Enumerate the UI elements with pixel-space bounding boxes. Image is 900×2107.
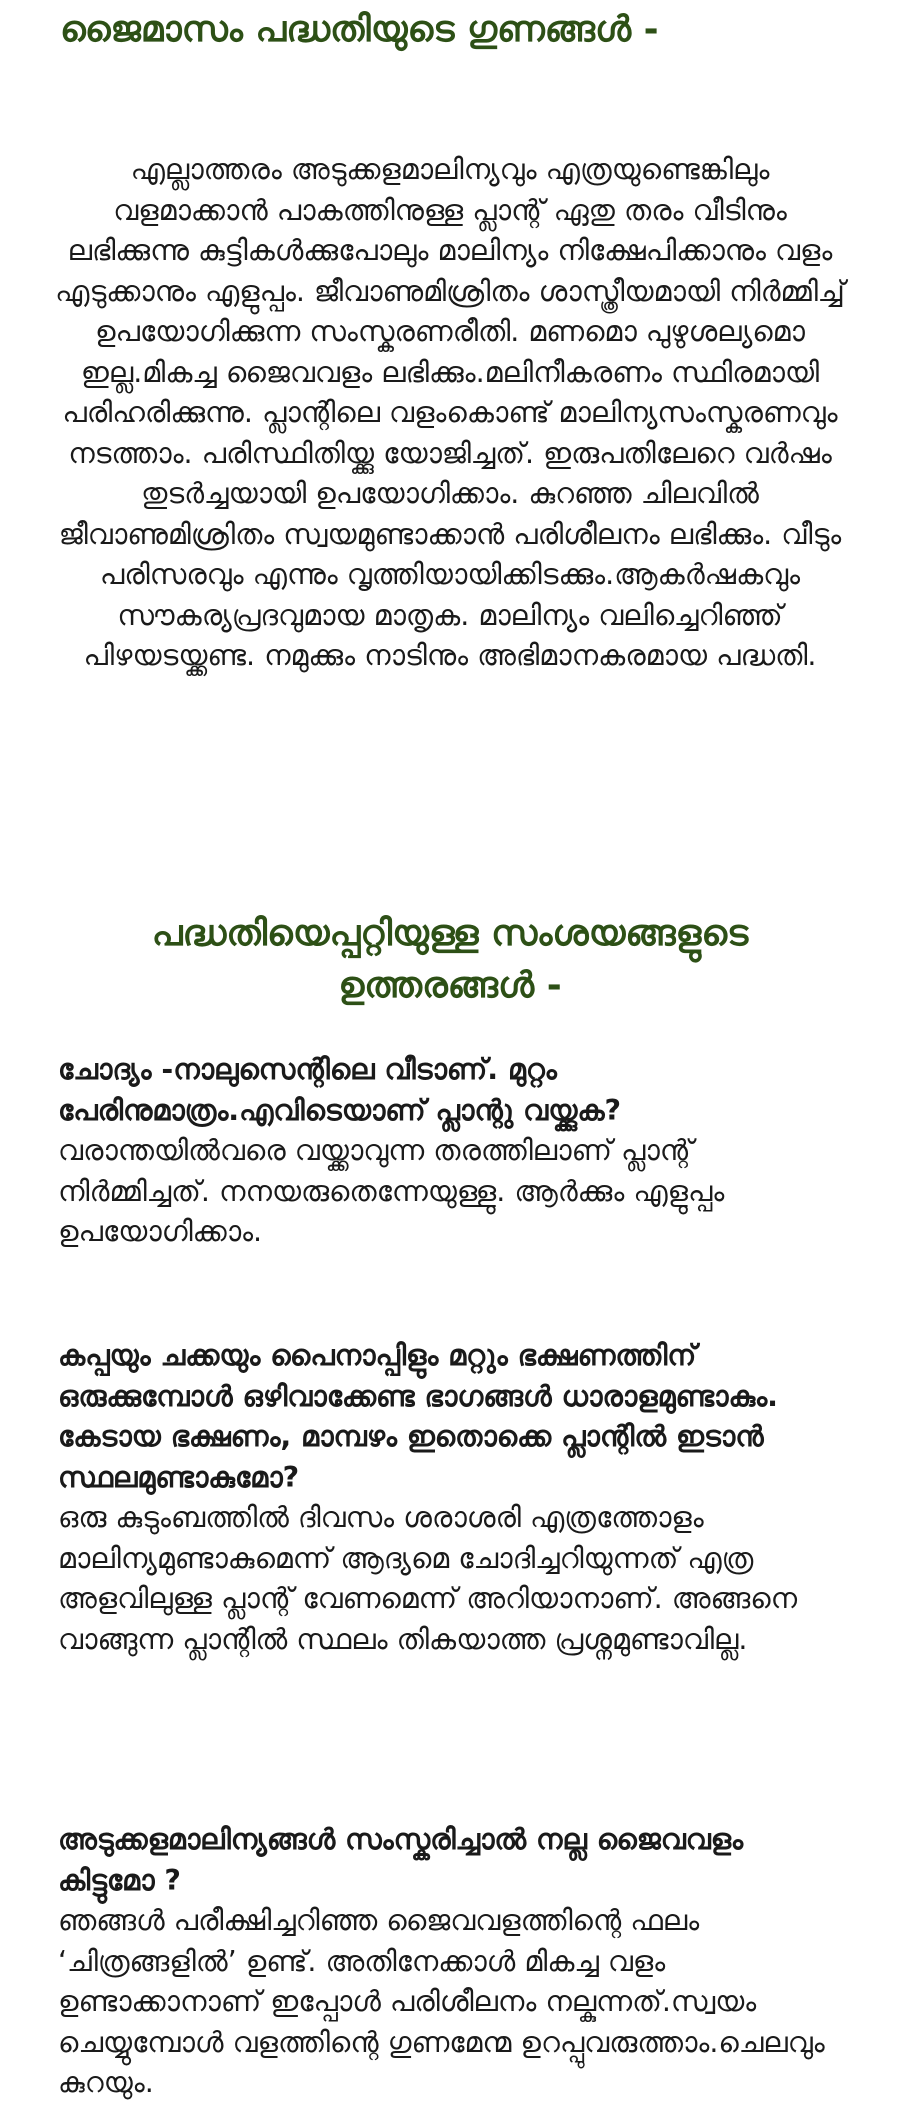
faq-question-1: ചോദ്യം -നാലുസെന്റിലെ വീടാണ്. മുറ്റം പേരിനുമാത്രം.എവിടെയാണ് പ്ലാന്റു വയ്ക്കുക? bbox=[58, 1053, 622, 1127]
faq-answer-1: വരാന്തയിൽവരെ വയ്ക്കാവുന്ന തരത്തിലാണ് പ്ലാന്റ് നിർമ്മിച്ചത്. നനയരുതെന്നേയുള്ളു. ആർക്കും എളുപ്പം ഉപയോഗിക്കാം. bbox=[58, 1134, 725, 1248]
faq-item-1 bbox=[58, 1050, 848, 1253]
faq-answer-2: ഒരു കുടുംബത്തിൽ ദിവസം ശരാശരി എത്രത്തോളം മാലിന്യമുണ്ടാകുമെന്ന് ആദ്യമെ ചോദിച്ചറിയുന്നത് എത്ര അളവിലുള്ള പ്ലാന്റ് വേണമെന്ന് അറിയാനാണ്. അങ്ങനെ വാങ്ങുന്ന പ്ലാന്റിൽ സ്ഥലം തികയാത്ത പ്രശ്നമുണ്ടാവില്ല. bbox=[58, 1501, 798, 1656]
faq-item-3 bbox=[58, 1820, 848, 2104]
intro-paragraph: എല്ലാത്തരം അടുക്കളമാലിന്യവും എത്രയുണ്ടെങ്കിലും വളമാക്കാൻ പാകത്തിനുള്ള പ്ലാന്റ് ഏതു തരം വീടിനും ലഭിക്കുന്നു കുട്ടികൾക്കുപോലും മാലിന്യം നിക്ഷേപിക്കാനും വളം എടുക്കാനും എളുപ്പം. ജീവാണുമിശ്രിതം ശാസ്ത്രീയമായി നിർമ്മിച്ച് ഉപയോഗിക്കുന്ന സംസ്കരണരീതി. മണമൊ പുഴുശല്യമൊ ഇല്ല.മികച്ച ജൈവവളം ലഭിക്കും.മലിനീകരണം സ്ഥിരമായി പരിഹരിക്കുന്നു. പ്ലാന്റിലെ വളംകൊണ്ട് മാലിന്യസംസ്കരണവും നടത്താം. പരിസ്ഥിതിയ്ക്കു യോജിച്ചത്. ഇരുപതിലേറെ വർഷം തുടർച്ചയായി ഉപയോഗിക്കാം. കുറഞ്ഞ ചിലവിൽ ജീവാണുമിശ്രിതം സ്വയമുണ്ടാക്കാൻ പരിശീലനം ലഭിക്കും. വീടും പരിസരവും എന്നും വൃത്തിയായിക്കിടക്കും.ആകർഷകവും സൗകര്യപ്രദവുമായ മാതൃക. മാലിന്യം വലിച്ചെറിഞ്ഞ് പിഴയടയ്ക്കണ്ട. നമുക്കും നാടിനും അഭിമാനകരമായ പദ്ധതി. bbox=[55, 153, 845, 672]
faq-answer-3: ഞങ്ങൾ പരീക്ഷിച്ചറിഞ്ഞ ജൈവവളത്തിന്റെ ഫലം ‘ചിത്രങ്ങളിൽ’ ഉണ്ട്. അതിനേക്കാൾ മികച്ച വളം ഉണ്ടാക്കാനാണ് ഇപ്പോൾ പരിശീലനം നല്കുന്നത്.സ്വയം ചെയ്യുമ്പോൾ വളത്തിന്റെ ഗുണമേന്മ ഉറപ്പുവരുത്താം.ചെലവും കുറയും. bbox=[58, 1904, 825, 2099]
faq-question-2: കപ്പയും ചക്കയും പൈനാപ്പിളും മറ്റും ഭക്ഷണത്തിന് ഒരുക്കുമ്പോൾ ഒഴിവാക്കേണ്ട ഭാഗങ്ങൾ ധാരാളമുണ്ടാകും. കേടായ ഭക്ഷണം, മാമ്പഴം ഇതൊക്കെ പ്ലാന്റിൽ ഇടാൻ സ്ഥലമുണ്ടാകുമോ? bbox=[58, 1339, 779, 1494]
heading-faq: പദ്ധതിയെപ്പറ്റിയുള്ള സംശയങ്ങളുടെ ഉത്തരങ്ങൾ - bbox=[151, 913, 749, 1006]
heading-benefits: ജൈമാസം പദ്ധതിയുടെ ഗുണങ്ങൾ - bbox=[60, 9, 659, 50]
faq-item-2 bbox=[58, 1336, 848, 1660]
faq-question-3: അടുക്കളമാലിന്യങ്ങൾ സംസ്കരിച്ചാൽ നല്ല ജൈവവളം കിട്ടുമോ ? bbox=[58, 1823, 744, 1897]
